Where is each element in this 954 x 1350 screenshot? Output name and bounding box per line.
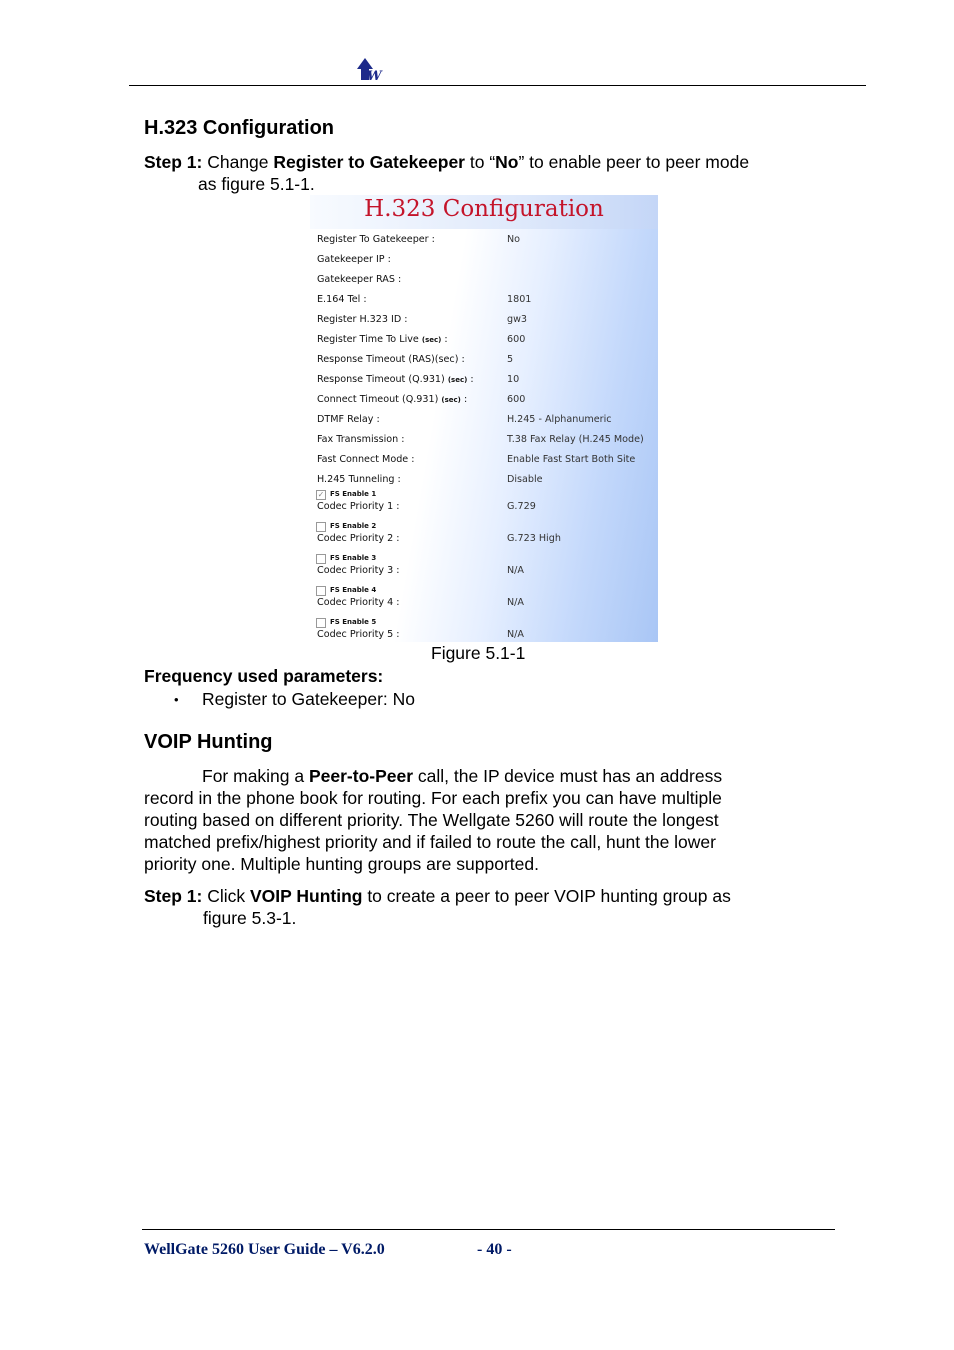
codec-priority-label: Codec Priority 4 : xyxy=(317,597,400,608)
field-value: 600 xyxy=(507,394,526,405)
step-bold: Register to Gatekeeper xyxy=(273,152,465,172)
codec-priority-label: Codec Priority 3 : xyxy=(317,565,400,576)
field-value: gw3 xyxy=(507,314,528,325)
codec-priority-value: N/A xyxy=(507,565,524,576)
para-bold: Peer-to-Peer xyxy=(308,766,414,786)
section-title-h323: H.323 Configuration xyxy=(144,117,335,139)
section-title-voip-hunting: VOIP Hunting xyxy=(144,731,273,753)
field-unit: (sec) xyxy=(421,336,442,344)
fs-enable-label: FS Enable 1 xyxy=(330,490,377,498)
fs-enable-checkbox[interactable]: ✓ xyxy=(317,490,325,499)
field-label xyxy=(317,334,448,345)
step-bold: VOIP Hunting xyxy=(250,886,363,906)
field-value: H.245 - Alphanumeric xyxy=(507,414,612,425)
field-unit: (sec) xyxy=(447,376,468,384)
step1-hunting-line2: figure 5.3-1. xyxy=(203,908,297,928)
footer-guide: WellGate 5260 User Guide – V6.2.0 xyxy=(144,1241,385,1258)
fs-enable-checkbox[interactable] xyxy=(316,586,326,596)
field-label-text: Response Timeout (RAS)(sec) : xyxy=(317,354,465,365)
field-label xyxy=(317,294,367,305)
para-text: For making a xyxy=(202,766,309,786)
field-label-text: Gatekeeper IP : xyxy=(317,254,391,265)
para-line-1 xyxy=(202,765,722,787)
field-label-text: Gatekeeper RAS : xyxy=(317,274,402,285)
fs-enable-label: FS Enable 2 xyxy=(330,522,377,530)
field-label xyxy=(317,474,401,485)
field-label xyxy=(317,254,391,265)
step-label: Step 1: xyxy=(144,886,203,906)
para-line-2: record in the phone book for routing. For each prefix you can have multiple xyxy=(144,788,722,808)
footer-rule xyxy=(142,1229,835,1230)
page-number: - 40 - xyxy=(477,1241,512,1258)
field-label xyxy=(317,234,435,245)
step-text: to create a peer to peer VOIP hunting group as xyxy=(362,886,731,906)
codec-priority-label: Codec Priority 2 : xyxy=(317,533,400,544)
codec-priority-label: Codec Priority 5 : xyxy=(317,629,400,640)
para-line-5: priority one. Multiple hunting groups are supported. xyxy=(144,854,539,874)
field-value: 600 xyxy=(507,334,526,345)
field-label xyxy=(317,394,467,405)
field-unit: (sec) xyxy=(441,396,461,404)
field-value: Disable xyxy=(507,474,543,485)
step-label: Step 1: xyxy=(144,152,203,172)
field-label-tail: : xyxy=(441,334,448,345)
freq-item: Register to Gatekeeper: No xyxy=(202,689,416,709)
field-value: 5 xyxy=(507,354,514,365)
field-label-text: Connect Timeout (Q.931) xyxy=(317,394,439,405)
field-value: Enable Fast Start Both Site xyxy=(507,454,636,465)
field-label-text: Register To Gatekeeper : xyxy=(317,234,435,245)
codec-priority-value: G.723 High xyxy=(507,533,561,544)
codec-priority-value: N/A xyxy=(507,597,524,608)
para-text: call, the IP device must has an address xyxy=(413,766,723,786)
field-value: T.38 Fax Relay (H.245 Mode) xyxy=(507,434,644,445)
fs-enable-checkbox[interactable] xyxy=(316,522,326,532)
field-label xyxy=(317,454,414,465)
fs-enable-label: FS Enable 3 xyxy=(330,554,377,562)
fs-enable-label: FS Enable 5 xyxy=(330,618,377,626)
codec-priority-label: Codec Priority 1 : xyxy=(317,501,400,512)
field-value: 10 xyxy=(507,374,520,385)
step-text: Click xyxy=(202,886,250,906)
step1-line xyxy=(144,151,749,173)
svg-text:W: W xyxy=(367,69,382,82)
field-value: No xyxy=(507,234,521,245)
field-label-text: E.164 Tel : xyxy=(317,294,367,305)
step-text: ” to enable peer to peer mode xyxy=(518,152,750,172)
field-label xyxy=(317,414,380,425)
figure-title: H.323 Configuration xyxy=(364,196,604,222)
field-label-tail: : xyxy=(460,394,468,405)
step1-line2: as figure 5.1-1. xyxy=(198,174,315,194)
step-text: Change xyxy=(202,152,274,172)
fs-enable-checkbox[interactable] xyxy=(316,554,326,564)
step-bold: No xyxy=(495,152,519,172)
field-label-text: Fast Connect Mode : xyxy=(317,454,415,465)
fs-enable-checkbox[interactable] xyxy=(316,618,326,628)
field-label-text: Response Timeout (Q.931) xyxy=(317,374,445,385)
field-label xyxy=(317,314,408,325)
codec-priority-value: N/A xyxy=(507,629,524,640)
header-rule xyxy=(129,85,866,86)
step-text: to “ xyxy=(465,152,496,172)
figure-caption: Figure 5.1-1 xyxy=(431,643,526,663)
freq-title: Frequency used parameters: xyxy=(144,666,384,686)
field-label-text: Register Time To Live xyxy=(317,334,419,345)
para-line-4: matched prefix/highest priority and if failed to route the call, hunt the lower xyxy=(144,832,716,852)
step1-hunting-line xyxy=(144,885,731,907)
para-line-3: routing based on different priority. The Wellgate 5260 will route the longest xyxy=(144,810,719,830)
field-label-text: H.245 Tunneling : xyxy=(317,474,401,485)
company-logo xyxy=(355,56,385,82)
codec-priority-value: G.729 xyxy=(507,501,536,512)
field-label-text: Fax Transmission : xyxy=(317,434,405,445)
h323-config-figure xyxy=(310,195,658,642)
bullet-icon: • xyxy=(174,692,179,707)
field-label xyxy=(317,434,405,445)
field-label xyxy=(317,374,474,385)
field-label-text: Register H.323 ID : xyxy=(317,314,408,325)
field-label-text: DTMF Relay : xyxy=(317,414,380,425)
field-label xyxy=(317,274,401,285)
field-label-tail: : xyxy=(467,374,474,385)
fs-enable-label: FS Enable 4 xyxy=(330,586,377,594)
field-label xyxy=(317,354,465,365)
field-value: 1801 xyxy=(507,294,532,305)
